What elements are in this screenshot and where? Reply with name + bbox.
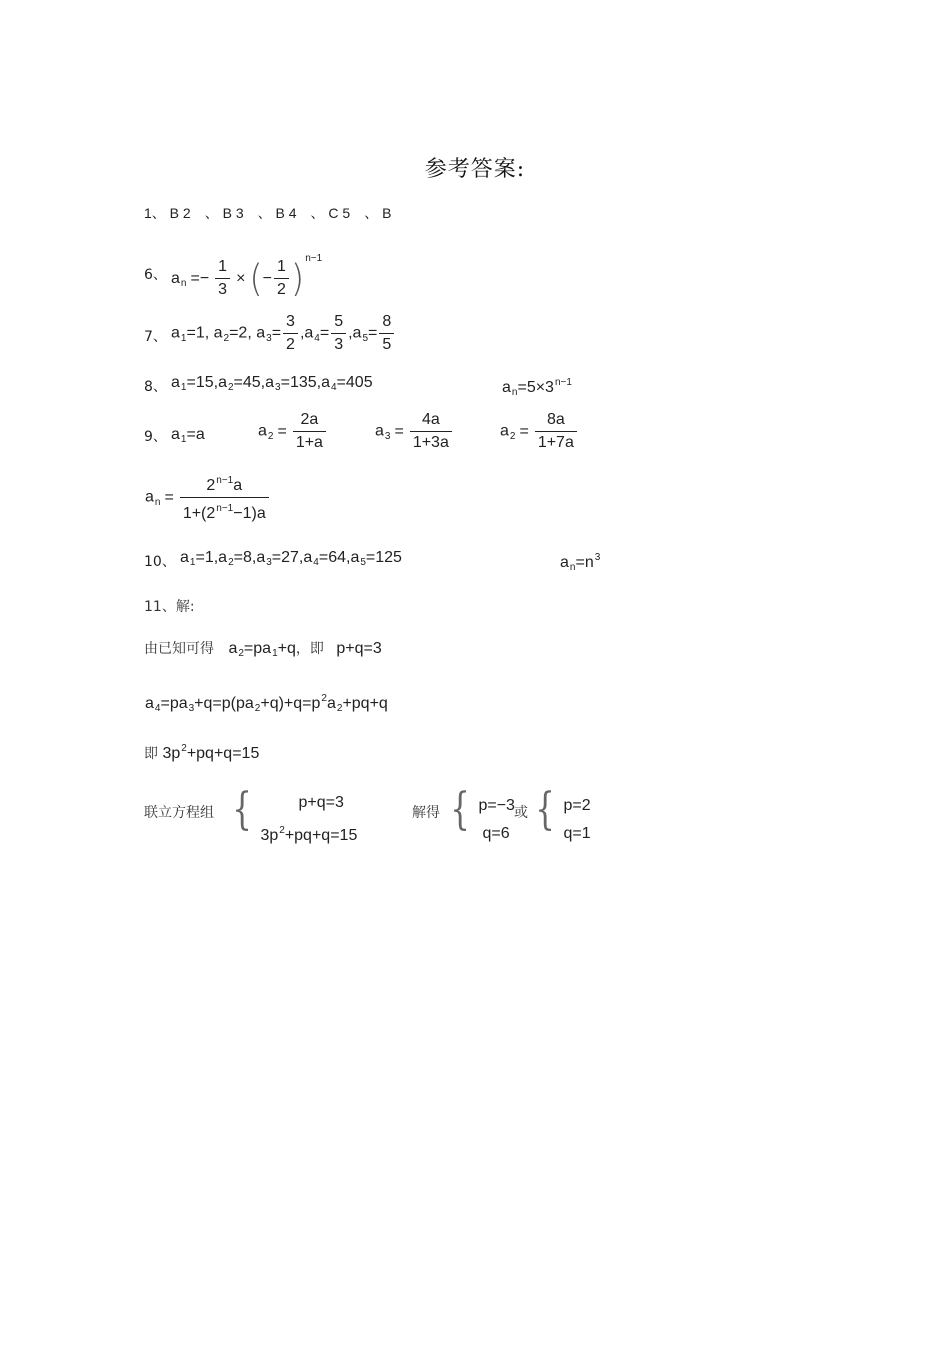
- subscript: 5: [362, 332, 368, 344]
- denominator: 1+a: [293, 431, 326, 452]
- value: =15,: [186, 374, 219, 391]
- subscript: 1: [272, 648, 278, 659]
- exponent: 2: [181, 743, 187, 754]
- fraction: [331, 313, 346, 354]
- q9-term-1: [171, 426, 205, 449]
- term: a: [171, 426, 180, 443]
- term: +pq+q=15: [284, 827, 358, 845]
- right-paren: ): [290, 256, 305, 301]
- q11-label: 11、解:: [144, 599, 195, 615]
- value: =8,: [233, 549, 257, 566]
- term: a: [145, 695, 154, 712]
- q11-system-label: 联立方程组: [144, 805, 214, 821]
- value: =135,: [280, 374, 322, 391]
- or-label: 或: [514, 805, 528, 821]
- subscript: 3: [384, 430, 391, 442]
- answer-item: 、 B: [364, 205, 392, 221]
- q9-general-term: [145, 472, 271, 523]
- numerator: 8: [382, 313, 392, 330]
- base: 2: [206, 477, 216, 494]
- denominator: 2: [283, 333, 298, 354]
- q6-lhs: a: [171, 270, 180, 287]
- page-title: 参考答案:: [424, 157, 526, 182]
- equals: =−: [190, 270, 210, 287]
- fraction: [283, 313, 298, 354]
- exponent: n−1: [305, 253, 323, 264]
- answer-item: 、 C 5: [310, 205, 351, 221]
- q11-line-3: [144, 740, 259, 763]
- q6-fraction-2: [274, 258, 289, 299]
- term: =pa: [243, 640, 272, 657]
- value: =125: [365, 549, 402, 566]
- system-3: [531, 780, 591, 848]
- system-row: q=1: [563, 824, 591, 842]
- term: a: [375, 422, 384, 440]
- numerator: 3: [286, 313, 295, 330]
- equals: =: [271, 324, 282, 342]
- system-rows: [563, 792, 590, 848]
- q7-formula: [171, 313, 396, 354]
- subscript: 3: [266, 332, 272, 344]
- term: a: [500, 422, 509, 440]
- value: =1,: [195, 549, 219, 566]
- subscript: 4: [314, 332, 320, 344]
- q6-fraction-1: [215, 258, 230, 299]
- answer-item: 1、 B 2: [144, 205, 191, 221]
- subscript: n: [511, 387, 518, 398]
- exponent: 2: [321, 693, 327, 704]
- left-paren: (: [249, 256, 263, 301]
- term: a: [502, 379, 511, 396]
- equals: =: [319, 324, 330, 342]
- system-rows: [478, 792, 514, 848]
- term: a: [228, 640, 238, 657]
- text: ，即: [295, 641, 324, 657]
- system-2: [446, 780, 515, 848]
- subscript: 1: [189, 557, 196, 568]
- times: ×: [236, 270, 246, 287]
- left-brace: {: [535, 784, 555, 835]
- subscript: 1: [180, 332, 187, 344]
- left-brace: {: [450, 784, 470, 835]
- term: a: [218, 549, 228, 566]
- q11-solve-label: 解得: [412, 805, 440, 821]
- subscript: 2: [238, 648, 244, 659]
- term: a: [303, 549, 313, 566]
- numerator: 5: [334, 313, 344, 330]
- q11-line-2: [145, 690, 388, 718]
- term: +pq+q: [342, 695, 388, 712]
- denominator: 3: [331, 333, 346, 354]
- subscript: 2: [509, 430, 516, 442]
- equals: =: [277, 422, 287, 440]
- system-row: [260, 817, 357, 850]
- term: a: [258, 422, 267, 440]
- q8-formula: [171, 374, 373, 397]
- denominator: 2: [274, 278, 289, 299]
- term: ,a: [299, 324, 314, 342]
- value: =1,: [186, 324, 210, 342]
- q6-label: 6、: [144, 267, 167, 283]
- denominator: 5: [379, 333, 394, 354]
- term: a: [321, 374, 330, 391]
- denominator: 3: [215, 278, 230, 299]
- equals: =: [519, 422, 529, 440]
- q6-formula: [171, 250, 322, 299]
- value: =a: [186, 426, 205, 443]
- term: +q=p(pa: [194, 695, 254, 712]
- q11-line-1: [144, 640, 382, 663]
- q9-term-2: [258, 411, 328, 452]
- q8-label: 8、: [144, 379, 167, 395]
- denominator: [180, 497, 269, 523]
- term: a: [560, 554, 569, 571]
- term: a: [171, 324, 180, 342]
- subscript: 1: [180, 382, 187, 393]
- fraction: [535, 411, 577, 452]
- equals: =: [164, 488, 174, 506]
- system-row: q=6: [482, 824, 510, 842]
- term: ,a: [348, 324, 362, 342]
- answer-item: 、 B 3: [204, 205, 244, 221]
- term: a: [350, 549, 360, 566]
- subscript: n: [180, 278, 187, 289]
- value: =5×3: [517, 379, 554, 396]
- system-row: p=2: [563, 796, 591, 814]
- subscript: 3: [275, 382, 281, 393]
- term: +pq+q=15: [186, 745, 260, 762]
- system-row: p=−3: [478, 796, 515, 814]
- minus: −: [262, 270, 273, 287]
- value: =405: [336, 374, 373, 391]
- q9-label: 9、: [144, 429, 167, 445]
- answer-item: 、 B 4: [257, 205, 297, 221]
- term: a: [180, 549, 189, 566]
- subscript: 2: [267, 430, 274, 442]
- numerator: 1: [218, 258, 228, 276]
- subscript: n: [154, 496, 161, 508]
- subscript: 4: [330, 382, 337, 393]
- equals: =: [368, 324, 378, 342]
- subscript: 3: [266, 557, 272, 568]
- subscript: 2: [227, 382, 234, 393]
- term: a: [326, 695, 336, 712]
- q10-general-term: [560, 549, 600, 577]
- term: a: [218, 374, 227, 391]
- text: 即: [144, 746, 158, 762]
- term: 3p: [260, 827, 279, 845]
- equals: =: [394, 422, 404, 440]
- value: =45,: [233, 374, 266, 391]
- q9-term-4: [500, 411, 579, 452]
- term: 3p: [162, 745, 181, 762]
- term: +q)+q=p: [260, 695, 321, 712]
- numerator: 8a: [546, 411, 565, 428]
- numerator-tail: a: [233, 477, 243, 494]
- subscript: 4: [313, 557, 319, 568]
- fraction: [379, 313, 394, 354]
- denominator: 1+3a: [410, 431, 452, 452]
- text: 由已知可得: [144, 641, 214, 657]
- subscript: 2: [254, 703, 261, 714]
- exponent: n−1: [216, 475, 234, 486]
- term: a: [145, 488, 154, 506]
- value: =27,: [271, 549, 304, 566]
- subscript: 5: [360, 557, 366, 568]
- denominator: 1+7a: [535, 431, 577, 452]
- subscript: 2: [336, 703, 343, 714]
- left-brace: {: [232, 784, 252, 835]
- fraction: [180, 472, 269, 523]
- q10-formula: [180, 549, 402, 572]
- exponent: 2: [279, 825, 285, 837]
- term: a: [265, 374, 275, 391]
- numerator: 4a: [421, 411, 440, 428]
- subscript: 2: [223, 332, 230, 344]
- system-rows: [260, 789, 357, 850]
- term: a: [171, 374, 180, 391]
- fraction: [293, 411, 326, 452]
- subscript: 2: [228, 557, 234, 568]
- denominator-part: −1)a: [233, 505, 266, 522]
- term: a: [213, 324, 223, 342]
- term: a: [256, 549, 266, 566]
- q9-term-3: [375, 411, 454, 452]
- system-1: [228, 780, 357, 850]
- term: a: [256, 324, 266, 342]
- subscript: n: [569, 562, 576, 573]
- numerator: 1: [277, 258, 286, 276]
- q7-label: 7、: [144, 329, 167, 345]
- q10-label: 10、: [144, 554, 176, 570]
- value: =n: [575, 554, 594, 571]
- system-row: p+q=3: [298, 794, 344, 812]
- q8-general-term: [502, 374, 572, 402]
- value: =2,: [229, 324, 252, 342]
- value: =64,: [318, 549, 351, 566]
- numerator: 2a: [300, 411, 319, 428]
- subscript: 3: [188, 703, 195, 714]
- equation: p+q=3: [336, 640, 382, 657]
- subscript: 4: [154, 703, 161, 714]
- exponent: n−1: [216, 503, 234, 514]
- term: +q: [277, 640, 296, 657]
- answers-1-5: [144, 204, 405, 222]
- exponent: 3: [594, 552, 601, 563]
- denominator-part: 1+(2: [182, 505, 216, 522]
- term: =pa: [160, 695, 188, 712]
- subscript: 1: [180, 434, 187, 445]
- fraction: [410, 411, 452, 452]
- numerator: [203, 472, 245, 497]
- exponent: n−1: [554, 377, 572, 388]
